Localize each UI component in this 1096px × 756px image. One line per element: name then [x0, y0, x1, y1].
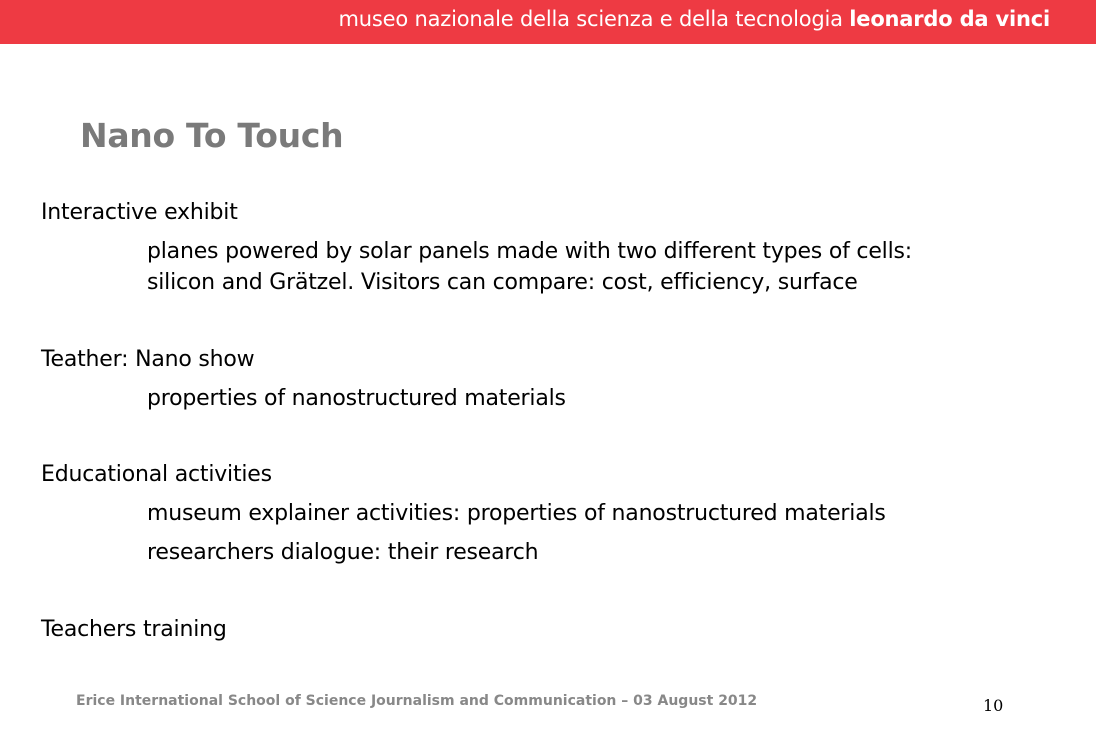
- section-heading-educational-activities: Educational activities: [41, 462, 272, 487]
- section-heading-nano-show: Teather: Nano show: [41, 347, 255, 372]
- page-number: 10: [983, 696, 1004, 715]
- section-item: silicon and Grätzel. Visitors can compare: cost, efficiency, surface: [147, 270, 858, 295]
- section-item: properties of nanostructured materials: [147, 386, 566, 411]
- section-item: museum explainer activities: properties of nanostructured materials: [147, 501, 886, 526]
- section-heading-teachers-training: Teachers training: [41, 617, 227, 642]
- section-heading-interactive-exhibit: Interactive exhibit: [41, 200, 238, 225]
- museum-name: [339, 7, 1050, 31]
- museum-name-plain: museo nazionale della scienza e della tecnologia: [338, 7, 843, 31]
- section-item: planes powered by solar panels made with two different types of cells:: [147, 239, 912, 264]
- museum-name-bold: leonardo da vinci: [849, 7, 1050, 31]
- slide-title: Nano To Touch: [80, 116, 344, 155]
- footer-text: Erice International School of Science Journalism and Communication – 03 August 2012: [76, 693, 758, 709]
- header-bar: [0, 0, 1096, 44]
- section-item: researchers dialogue: their research: [147, 540, 539, 565]
